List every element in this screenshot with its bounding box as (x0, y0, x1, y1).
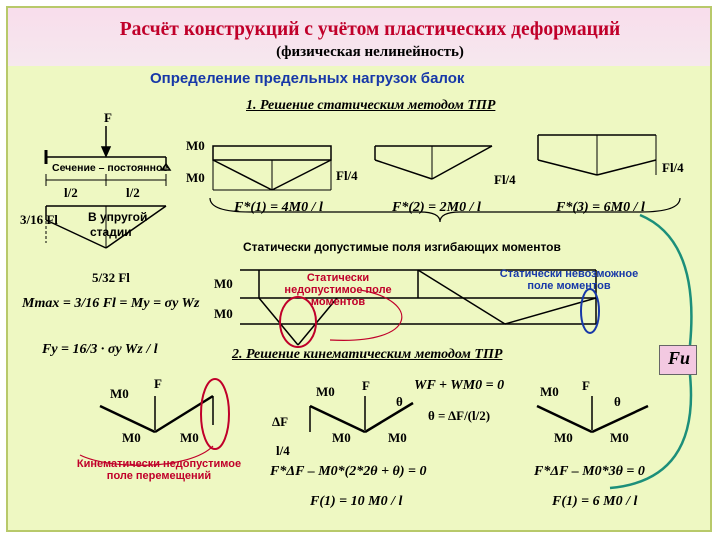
static-diagram-3 (538, 135, 656, 175)
m0-mech3-b: M0 (554, 430, 573, 445)
f-mech2: F (362, 378, 370, 393)
equation-2: F*ΔF – M0*(2*2θ + θ) = 0 (270, 464, 427, 479)
invalid-caption-2: Статически невозможное поле моментов (499, 268, 639, 292)
m0-mech3-c: M0 (610, 430, 629, 445)
slide-subtitle: (физическая нелинейность) (276, 44, 464, 60)
m0-mech1-a: M0 (110, 386, 129, 401)
section-note: Сечение – постоянное (52, 162, 169, 174)
kin-invalid-caption: Кинематически недопустимое поле перемещений (76, 458, 242, 482)
m0-mech1-b: M0 (122, 430, 141, 445)
elastic-note-2: стадии (90, 225, 132, 239)
equation-3: F*ΔF – M0*3θ = 0 (534, 464, 645, 479)
l4-label: l/4 (276, 443, 290, 458)
formula-f1: F*(1) = 4M0 / l (234, 200, 323, 215)
formula-f3: F*(3) = 6M0 / l (556, 200, 645, 215)
theta-mech3: θ (614, 394, 621, 409)
m0-invalid-bottom: M0 (214, 306, 233, 321)
f-mech3: F (582, 378, 590, 393)
f-mech1: F (154, 376, 162, 391)
half-left-label: l/2 (64, 185, 78, 200)
half-right-label: l/2 (126, 185, 140, 200)
mechanism-1-ellipse (201, 379, 229, 449)
fu-label: Fu (668, 348, 691, 368)
mmax-formula: Mmax = 3/16 Fl = My = σy Wz (22, 296, 200, 311)
fields-caption: Статически допустимые поля изгибающих моментов (243, 240, 561, 254)
left-beam (46, 126, 170, 186)
fl4-label-1: Fl/4 (336, 168, 358, 183)
m0-mech2-a: M0 (316, 384, 335, 399)
elastic-note-1: В упругой (88, 210, 148, 224)
fy-formula: Fy = 16/3 · σy Wz / l (42, 342, 158, 357)
moment-3-16-label: 3/16 Fl (20, 212, 58, 227)
static-diagram-1 (213, 146, 331, 190)
load-label: F (104, 110, 112, 125)
theta-mech2: θ (396, 394, 403, 409)
work-equation: WF + WM0 = 0 (414, 378, 505, 393)
theta-equation: θ = ΔF/(l/2) (428, 408, 491, 423)
formula-f2: F*(2) = 2M0 / l (392, 200, 481, 215)
mechanism-3 (537, 396, 648, 432)
section1-heading: 1. Решение статическим методом ТПР (246, 98, 496, 113)
invalid-caption-1: Статически недопустимое поле моментов (284, 272, 392, 308)
m0-top-label: M0 (186, 138, 205, 153)
m0-mech3-a: M0 (540, 384, 559, 399)
topic-heading: Определение предельных нагрузок балок (150, 70, 465, 87)
m0-mech1-c: M0 (180, 430, 199, 445)
static-diagram-2 (375, 146, 492, 179)
section2-heading: 2. Решение кинематическим методом ТПР (232, 347, 503, 362)
m0-bottom-label: M0 (186, 170, 205, 185)
result-2: F(1) = 10 M0 / l (310, 494, 403, 509)
slide-title: Расчёт конструкций с учётом пластических деформаций (119, 19, 621, 40)
fl4-label-2: Fl/4 (494, 172, 516, 187)
m0-mech2-c: M0 (388, 430, 407, 445)
result-3: F(1) = 6 M0 / l (552, 494, 638, 509)
delta-f-label: ΔF (272, 414, 289, 429)
fl4-label-3: Fl/4 (662, 160, 684, 175)
m0-invalid-top: M0 (214, 276, 233, 291)
m0-mech2-b: M0 (332, 430, 351, 445)
moment-5-32-label: 5/32 Fl (92, 270, 130, 285)
